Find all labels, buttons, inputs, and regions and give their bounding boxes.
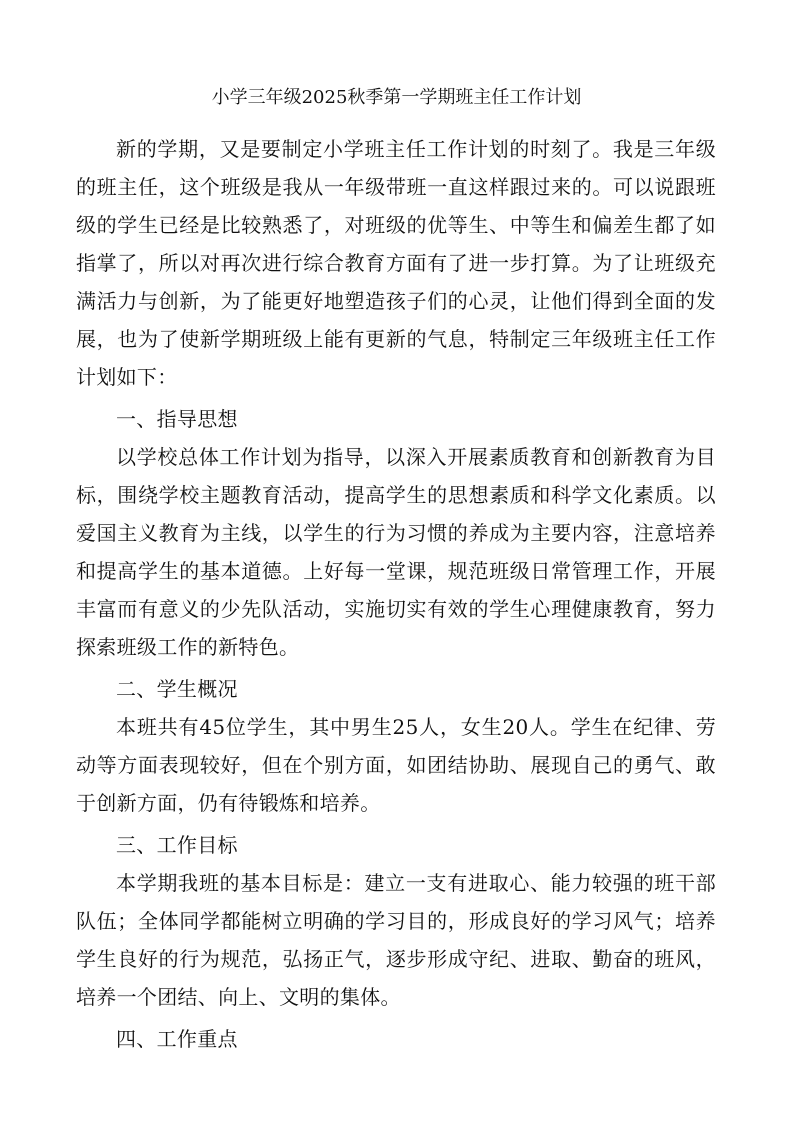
- document-title: 小学三年级2025秋季第一学期班主任工作计划: [211, 87, 582, 108]
- section-heading-work-focus: 四、工作重点: [116, 1027, 238, 1051]
- section-heading-guiding-ideology: 一、指导思想: [116, 407, 238, 431]
- intro-paragraph: 新的学期，又是要制定小学班主任工作计划的时刻了。我是三年级的班主任，这个班级是我从一年级带班一直这样跟过来的。可以说跟班级的学生已经是比较熟悉了，对班级的优等生、中等生和偏差生都了如指掌了，所以对再次进行综合教育方面有了进一步打算。为了让班级充满活力与创新，为了能更好地塑造孩子们的心灵，让他们得到全面的发展，也为了使新学期班级上能有更新的气息，特制定三年级班主任工作计划如下：: [76, 137, 716, 389]
- section-heading-student-overview: 二、学生概况: [116, 677, 238, 701]
- section-paragraph-work-goals: 本学期我班的基本目标是：建立一支有进取心、能力较强的班干部队伍；全体同学都能树立明确的学习目的，形成良好的学习风气；培养学生良好的行为规范，弘扬正气，逐步形成守纪、进取、勤奋的班风，培养一个团结、向上、文明的集体。: [76, 871, 716, 1009]
- section-paragraph-student-overview: 本班共有45位学生，其中男生25人，女生20人。学生在纪律、劳动等方面表现较好，但在个别方面，如团结协助、展现自己的勇气、敢于创新方面，仍有待锻炼和培养。: [76, 715, 716, 815]
- document-body: [76, 130, 716, 1058]
- section-heading-work-goals: 三、工作目标: [116, 833, 238, 857]
- section-paragraph-guiding-ideology: 以学校总体工作计划为指导，以深入开展素质教育和创新教育为目标，围绕学校主题教育活动，提高学生的思想素质和科学文化素质。以爱国主义教育为主线，以学生的行为习惯的养成为主要内容，注意培养和提高学生的基本道德。上好每一堂课，规范班级日常管理工作，开展丰富而有意义的少先队活动，实施切实有效的学生心理健康教育，努力探索班级工作的新特色。: [76, 445, 716, 659]
